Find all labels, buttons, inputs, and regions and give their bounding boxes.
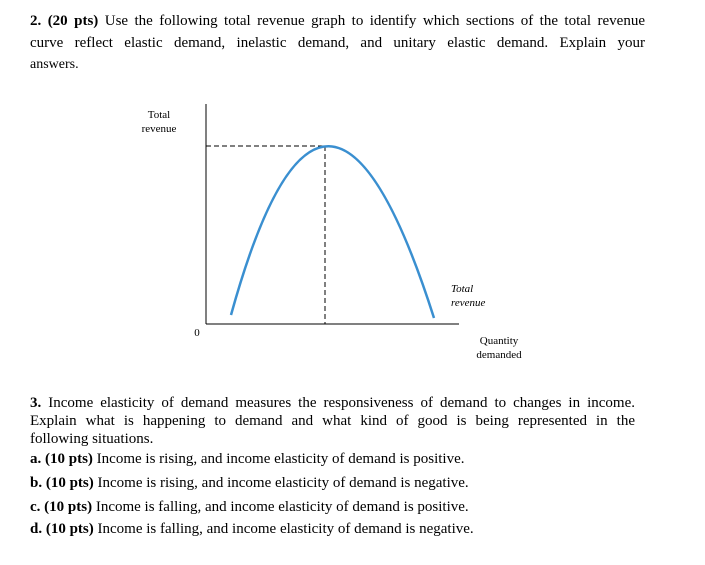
question-3-part-c — [30, 498, 469, 516]
question-3-line-2: Explain what is happening to demand and what kind of good is being represented in the — [30, 413, 635, 429]
question-2-text-1: Use the following total revenue graph to identify which sections of the total revenue — [104, 13, 645, 29]
x-axis-label-line-2: demanded — [476, 349, 522, 361]
curve-label-line-2: revenue — [451, 297, 486, 309]
part-c-label: c. (10 pts) — [30, 499, 93, 515]
question-2-line-2: curve reflect elastic demand, inelastic demand, and unitary elastic demand. Explain your — [30, 35, 645, 51]
y-axis-label-line-2: revenue — [141, 123, 177, 135]
part-c-text: Income is falling, and income elasticity of demand is positive. — [95, 499, 469, 515]
question-3-number: 3. — [30, 395, 42, 411]
question-3-line-1 — [30, 394, 635, 412]
question-2-number: 2. (20 pts) — [30, 13, 99, 29]
part-b-label: b. (10 pts) — [30, 475, 94, 491]
part-a-text: Income is rising, and income elasticity of demand is positive. — [96, 451, 465, 467]
total-revenue-curve — [231, 146, 434, 318]
part-a-label: a. (10 pts) — [30, 451, 93, 467]
part-b-text: Income is rising, and income elasticity of demand is negative. — [97, 475, 469, 491]
question-3 — [30, 394, 635, 448]
question-3-part-b — [30, 474, 469, 492]
curve-label — [451, 282, 485, 310]
question-3-part-d — [30, 520, 474, 538]
origin-label: 0 — [194, 327, 200, 339]
question-3-part-a — [30, 450, 465, 468]
question-3-line-3: following situations. — [30, 431, 154, 447]
x-axis-label-line-1: Quantity — [479, 335, 519, 347]
part-d-text: Income is falling, and income elasticity of demand is negative. — [97, 521, 474, 537]
y-axis-label-line-1: Total — [147, 109, 171, 121]
question-2-line-3: answers. — [30, 57, 79, 72]
part-d-label: d. (10 pts) — [30, 521, 94, 537]
question-3-text-1: Income elasticity of demand measures the responsiveness of demand to changes in income. — [48, 395, 635, 411]
x-axis-label — [470, 334, 528, 362]
curve-label-line-1: Total — [451, 283, 474, 295]
